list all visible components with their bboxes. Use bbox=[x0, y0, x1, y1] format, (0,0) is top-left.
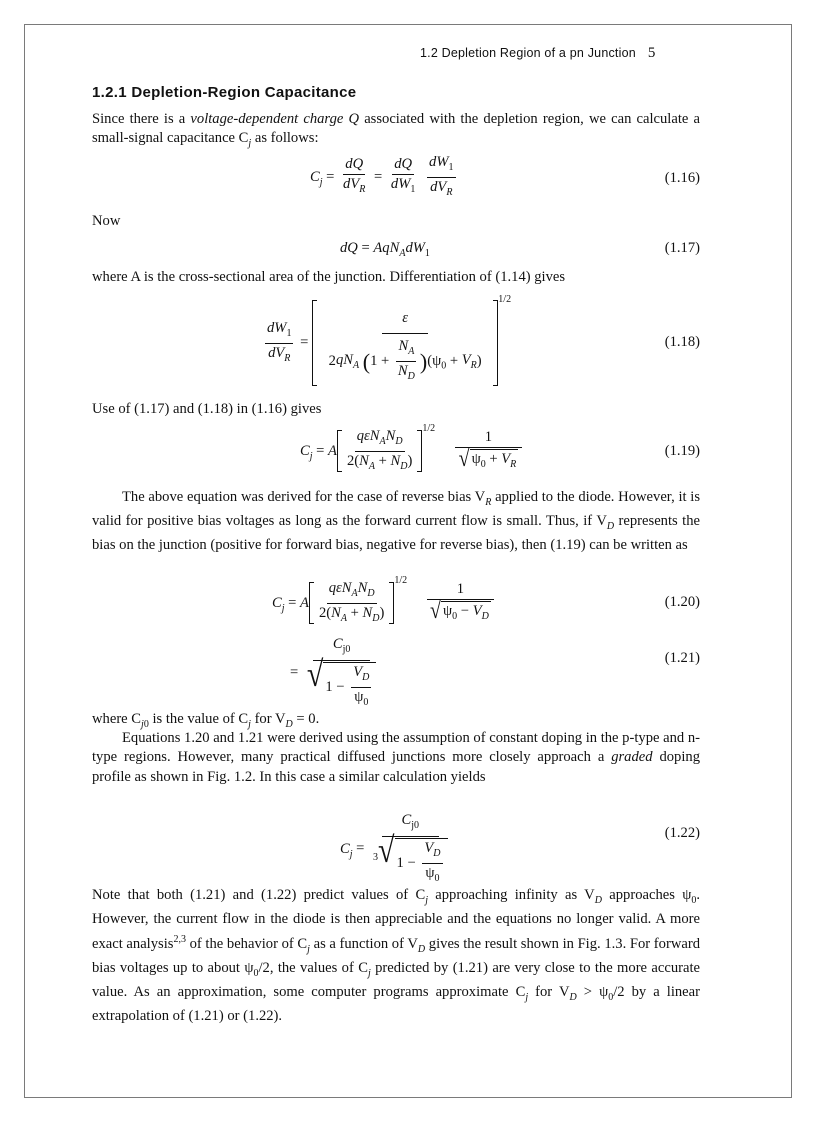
paragraph-note: Note that both (1.21) and (1.22) predict values of $C_j$ approaching infinity as $V_D$ approaches $\psi_0$. However, the current flow in the diode is then appreciable and the equations no longer valid. A more exact analysis$^{2,3}$ of the behavior of $C_j$ as a function of $V_D$ gives the result shown in Fig. 1.3. For forward bias voltages up to about $\psi_0/2$, the values of $C_j$ predicted by (1.21) are very close to the more accurate value. As an approximation, some computer programs approximate $C_j$ for $V_D > \psi_0/2$ by a linear extrapolation of (1.21) or (1.22). bbox=[92, 887, 701, 1024]
paragraph-now: Now bbox=[92, 213, 121, 229]
page-number: 5 bbox=[647, 45, 656, 61]
equation-1-21: = $C_{j0}$ √ 1 − $\frac{V_D}{\psi_0}$ bbox=[290, 636, 381, 711]
equation-1-18: $\frac{dW_1}{dV_R}$ = ε $2qN_A$ (1 + $\frac{N_A}{N_D}$ )$(\psi_0 + V_R)$ $^{1/2}$ bbox=[262, 300, 511, 386]
eq-number-1-17: (1.17) bbox=[664, 240, 700, 256]
eq-number-1-22: (1.22) bbox=[664, 825, 700, 841]
equation-1-19: $C_j = A$ $\frac{q\varepsilon N_AN_D}{2(N_A + N_D)}$ $^{1/2}$ 1 √ $\psi_0 + V_R$ bbox=[300, 428, 525, 475]
paragraph-use-of: Use of (1.17) and (1.18) in (1.16) gives bbox=[92, 401, 322, 417]
running-title: 1.2 Depletion Region of a pn Junction bbox=[420, 46, 636, 60]
eq-number-1-20: (1.20) bbox=[664, 594, 700, 610]
equation-1-17: dQ = $AqN_AdW_1$ bbox=[340, 240, 430, 259]
paragraph-reverse-bias: The above equation was derived for the case of reverse bias $V_R$ applied to the diode. However, it is valid for positive bias voltages as long as the forward current flow is small. Thus, if $V_D$ represents the bias on the junction (positive for forward bias, negative for reverse bias), then (1.19) can be written as bbox=[92, 489, 701, 554]
paragraph-where-cj0: where $C_{j0}$ is the value of $C_j$ for $V_D = 0$. bbox=[92, 711, 320, 730]
eq-number-1-16: (1.16) bbox=[664, 170, 700, 186]
paragraph-intro: Since there is a voltage-dependent charge Q associated with the depletion region, we can calculate a small-signal capacitance $C_j$ as follows: bbox=[92, 111, 700, 150]
paragraph-graded: Equations 1.20 and 1.21 were derived using the assumption of constant doping in the p-type and n-type regions. However, many practical diffused junctions more closely approach a graded doping profile as shown in Fig. 1.2. In this case a similar calculation yields bbox=[92, 730, 701, 785]
equation-1-16: $C_j$ = $\frac{dQ}{dV_R}$ = $\frac{dQ}{dW_1}$ $\frac{dW_1}{dV_R}$ bbox=[310, 154, 454, 198]
eq-number-1-18: (1.18) bbox=[664, 334, 700, 350]
paragraph-where-a: where A is the cross-sectional area of the junction. Differentiation of (1.14) gives bbox=[92, 269, 566, 285]
eq-number-1-19: (1.19) bbox=[664, 443, 700, 459]
section-heading: 1.2.1 Depletion-Region Capacitance bbox=[92, 84, 357, 101]
equation-1-20: $C_j = A$ $\frac{q\varepsilon N_AN_D}{2(N_A + N_D)}$ $^{1/2}$ 1 √ $\psi_0 - V_D$ bbox=[272, 580, 497, 627]
equation-1-22: $C_j$ = $C_{j0}$ $^3$ √ 1 − $\frac{V_D}{\psi_0}$ bbox=[340, 812, 453, 887]
running-header bbox=[420, 45, 700, 62]
eq-number-1-21: (1.21) bbox=[664, 650, 700, 666]
